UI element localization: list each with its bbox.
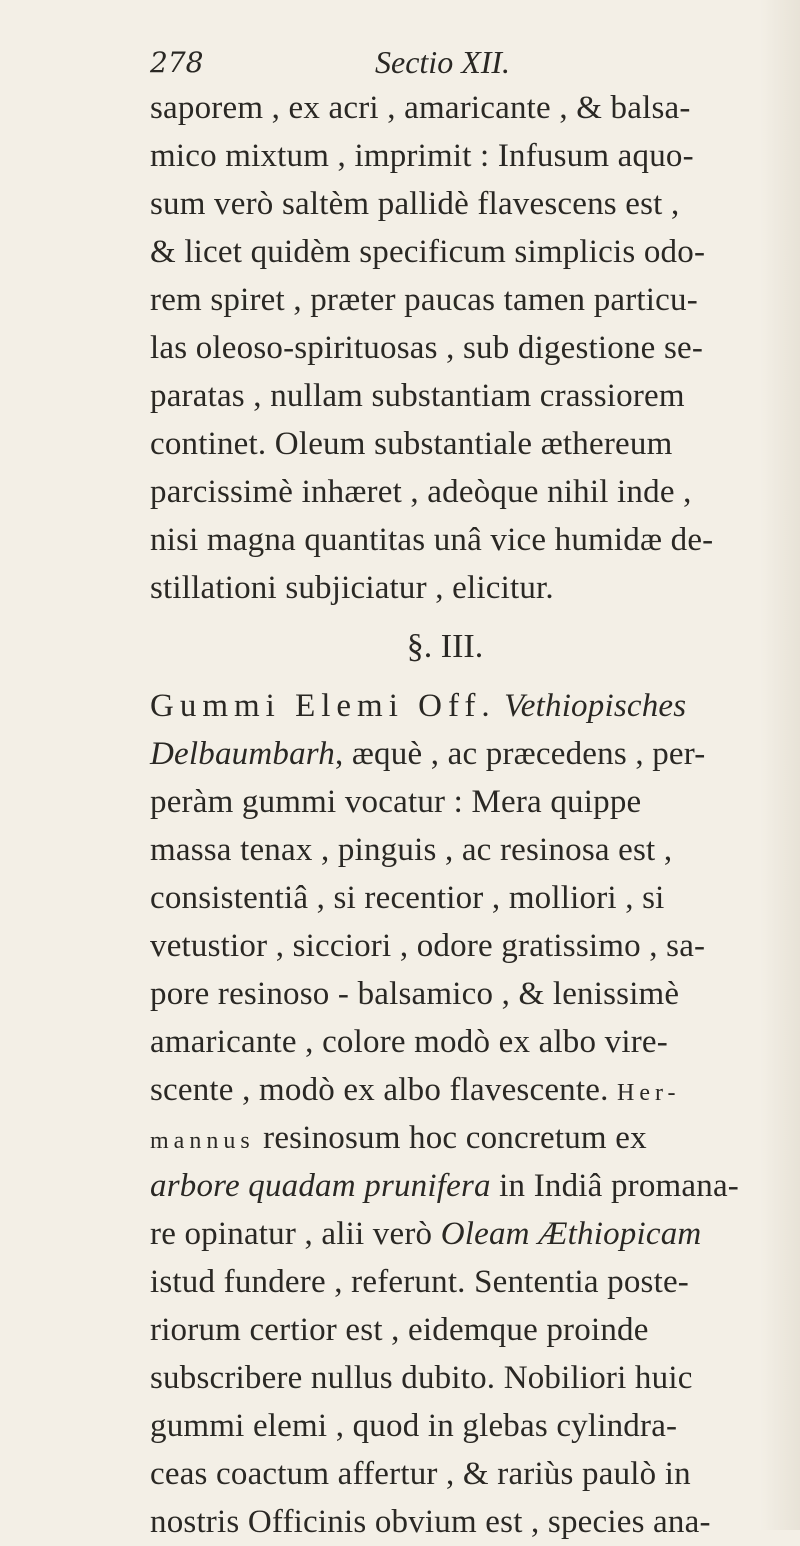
text-span: re opinatur , alii verò [150, 1216, 433, 1252]
text-line [150, 1162, 780, 1210]
text-line: gummi elemi , quod in glebas cylindra- [150, 1408, 678, 1444]
text-line: ceas coactum affertur , & rariùs paulò in [150, 1456, 691, 1492]
paragraph-1 [150, 84, 780, 612]
text-line: istud fundere , referunt. Sententia poste- [150, 1264, 689, 1300]
text-line: consistentiâ , si recentior , molliori , si [150, 880, 665, 916]
text-line: massa tenax , pinguis , ac resinosa est , [150, 832, 673, 868]
text-line: subscribere nullus dubito. Nobiliori huic [150, 1360, 693, 1396]
vernacular-name-cont: Delbaumbarh [150, 736, 335, 772]
text-span: in Indiâ promana- [499, 1168, 739, 1204]
text-line: sum verò saltèm pallidè flavescens est , [150, 186, 680, 222]
text-line: rem spiret , præter paucas tamen particu- [150, 282, 698, 318]
text-line: pore resinoso - balsamico , & lenissimè [150, 976, 680, 1012]
text-line [150, 730, 780, 778]
body-text [150, 84, 780, 1546]
page-number: 278 [150, 46, 204, 79]
text-line [150, 1210, 780, 1258]
italic-phrase: arbore quadam prunifera [150, 1168, 491, 1204]
text-span: scente , modò ex albo flavescente. [150, 1072, 609, 1108]
text-line [150, 682, 780, 730]
text-line: mico mixtum , imprimit : Infusum aquo- [150, 138, 694, 174]
author-name: Her- [617, 1080, 681, 1106]
text-line: vetustior , sicciori , odore gratissimo , sa- [150, 928, 706, 964]
author-name-cont: mannus [150, 1128, 255, 1154]
text-line: nisi magna quantitas unâ vice humidæ de- [150, 522, 714, 558]
text-line: paratas , nullam substantiam crassiorem [150, 378, 685, 414]
text-span: , æquè , ac præcedens , per- [334, 736, 706, 772]
text-line: riorum certior est , eidemque proinde [150, 1312, 649, 1348]
paragraph-2 [150, 682, 780, 1546]
text-line: amaricante , colore modò ex albo vire- [150, 1024, 668, 1060]
text-line: stillationi subjiciatur , elicitur. [150, 570, 554, 606]
text-span: resinosum hoc concretum ex [263, 1120, 647, 1156]
text-line: continet. Oleum substantiale æthereum [150, 426, 673, 462]
text-line [150, 1114, 780, 1162]
page-edge-shading [760, 0, 800, 1530]
italic-phrase: Oleam Æthiopicam [440, 1216, 702, 1252]
text-line: & licet quidèm specificum simplicis odo- [150, 234, 706, 270]
text-line: las oleoso-spirituosas , sub digestione se- [150, 330, 704, 366]
text-line: nostris Officinis obvium est , species ana- [150, 1504, 711, 1540]
gummi-elemi-smallcaps: Gummi Elemi Off. [150, 688, 496, 724]
text-line: peràm gummi vocatur : Mera quippe [150, 784, 642, 820]
text-line: parcissimè inhæret , adeòque nihil inde , [150, 474, 692, 510]
text-line: saporem , ex acri , amaricante , & balsa- [150, 90, 691, 126]
section-heading: §. III. [406, 628, 484, 665]
text-line [150, 1066, 780, 1114]
vernacular-name: Vethiopisches [504, 688, 687, 724]
running-title: Sectio XII. [375, 44, 511, 80]
page-header [150, 40, 770, 84]
